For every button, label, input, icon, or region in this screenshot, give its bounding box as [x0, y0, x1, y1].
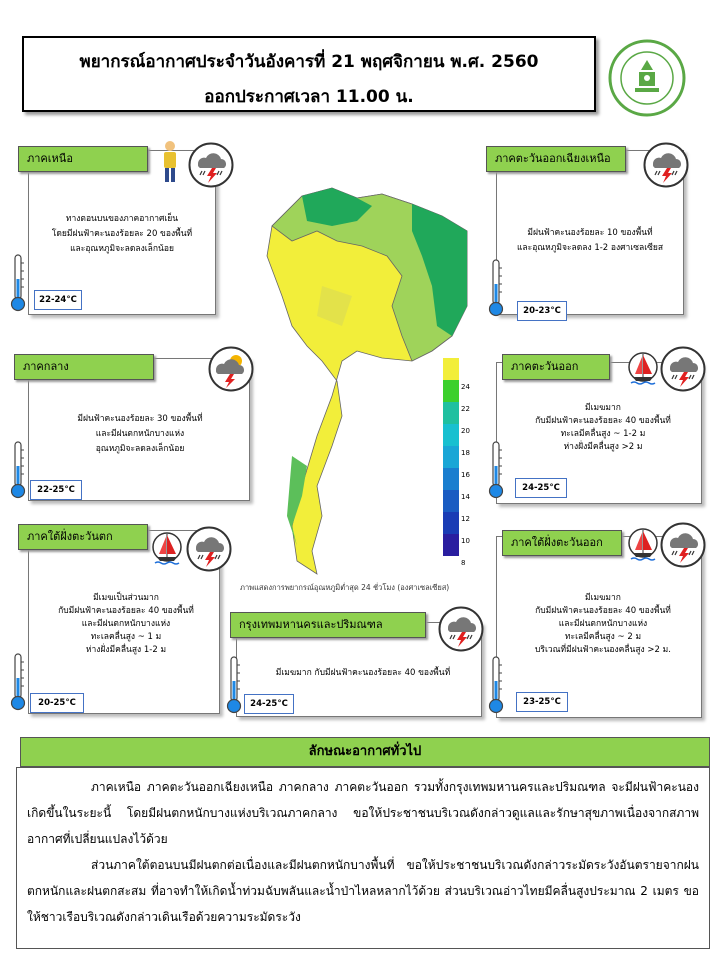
sun-thunderstorm-icon: [208, 346, 254, 392]
sailboat-icon: [628, 520, 658, 566]
forecast-line: มีเมฆเป็นส่วนมาก: [93, 593, 159, 603]
summary-paragraph-1: ภาคเหนือ ภาคตะวันออกเฉียงเหนือ ภาคกลาง ภาคตะวันออก รวมทั้งกรุงเทพมหานครและปริมณฑล จะมีฝนฟ้าคะนองเกิดขึ้นในระยะนี้ โดยมีฝนตกหนักบางแห่งบริเวณภาคกลาง ขอให้ประชาชนบริเวณดังกล่าวดูแลและรักษาสุขภาพเนื่องจากสภาพอากาศที่เปลี่ยนแปลงไว้ด้วย: [27, 780, 699, 846]
region-central-temp: 22-25°C: [30, 480, 82, 500]
thermometer-icon: [10, 652, 26, 712]
forecast-line: ทางตอนบนของภาคอากาศเย็น: [65, 214, 179, 224]
region-northeast-temp: 20-23°C: [517, 301, 567, 321]
forecast-line: ห่างฝั่งมีคลื่นสูง >2 ม: [563, 442, 643, 452]
sailboat-icon: [152, 524, 182, 570]
thermometer-icon: [488, 258, 504, 318]
forecast-line: ห่างฝั่งมีคลื่นสูง 1-2 ม: [85, 645, 167, 655]
sailboat-icon: [628, 344, 658, 390]
summary-box: [16, 767, 710, 949]
legend-tick: 10: [461, 537, 470, 545]
forecast-line: และมีฝนตกหนักบางแห่ง: [558, 619, 648, 629]
thunderstorm-icon: [643, 142, 689, 188]
legend-ticks: [461, 376, 470, 574]
region-south-west-header: ภาคใต้ฝั่งตะวันตก: [18, 524, 148, 550]
forecast-line: มีฝนฟ้าคะนองร้อยละ 30 ของพื้นที่: [77, 414, 203, 424]
forecast-line: มีเมฆมาก: [585, 403, 621, 413]
forecast-line: และอุณหภูมิจะลดลง 1-2 องศาเซลเซียส: [516, 243, 664, 253]
meteorological-department-seal-icon: [607, 38, 687, 118]
forecast-line: อุณหภูมิจะลดลงเล็กน้อย: [95, 444, 185, 454]
legend-tick: 14: [461, 493, 470, 501]
legend-tick: 16: [461, 471, 470, 479]
region-bangkok-text: [248, 666, 478, 681]
summary-title: ลักษณะอากาศทั่วไป: [20, 737, 710, 767]
title-box: [22, 36, 596, 112]
forecast-line: บริเวณที่มีฝนฟ้าคะนองคลื่นสูง >2 ม.: [535, 645, 671, 655]
map-caption: ภาพแสดงการพยากรณ์อุณหภูมิต่ำสุด 24 ชั่วโมง (องศาเซลเซียส): [240, 583, 450, 592]
thermometer-icon: [488, 655, 504, 715]
thermometer-icon: [10, 440, 26, 500]
region-bangkok-temp: 24-25°C: [244, 694, 294, 714]
region-south-east-header: ภาคใต้ฝั่งตะวันออก: [502, 530, 622, 556]
region-south-west-text: [34, 592, 218, 657]
thunderstorm-icon: [188, 142, 234, 188]
forecast-line: และอุณหภูมิจะลดลงเล็กน้อย: [70, 244, 174, 254]
thunderstorm-icon: [660, 346, 706, 392]
region-central-text: [40, 412, 240, 457]
forecast-line: กับมีฝนฟ้าคะนองร้อยละ 40 ของพื้นที่: [535, 606, 671, 616]
forecast-line: มีฝนฟ้าคะนองร้อยละ 10 ของพื้นที่: [527, 228, 653, 238]
region-northeast-header: ภาคตะวันออกเฉียงเหนือ: [486, 146, 626, 172]
forecast-line: ทะเลมีคลื่นสูง ~ 1-2 ม: [560, 429, 646, 439]
thunderstorm-icon: [438, 606, 484, 652]
thermometer-icon: [488, 440, 504, 500]
legend-tick: 24: [461, 383, 470, 391]
person-cold-icon: [160, 140, 180, 186]
region-north-text: [36, 212, 208, 257]
region-north-header: ภาคเหนือ: [18, 146, 148, 172]
region-south-east-text: [508, 592, 698, 657]
thunderstorm-icon: [186, 526, 232, 572]
forecast-line: มีเมฆมาก กับมีฝนฟ้าคะนองร้อยละ 40 ของพื้นที่: [275, 668, 451, 678]
legend-tick: 22: [461, 405, 470, 413]
summary-paragraph-2: ส่วนภาคใต้ตอนบนมีฝนตกต่อเนื่องและมีฝนตกหนักบางพื้นที่ ขอให้ประชาชนบริเวณดังกล่าวระมัดระวังอันตรายจากฝนตกหนักและฝนตกสะสม ที่อาจทำให้เกิดน้ำท่วมฉับพลันและน้ำป่าไหลหลากไว้ด้วย ส่วนบริเวณอ่าวไทยมีคลื่นสูงประมาณ 2 เมตร ขอให้ชาวเรือบริเวณดังกล่าวเดินเรือด้วยความระมัดระวัง: [27, 858, 699, 924]
region-northeast-text: [500, 226, 680, 256]
region-south-east-temp: 23-25°C: [516, 692, 568, 712]
thermometer-icon: [10, 253, 26, 313]
thermometer-icon: [226, 655, 242, 715]
forecast-line: มีเมฆมาก: [585, 593, 621, 603]
forecast-title: พยากรณ์อากาศประจำวันอังคารที่ 21 พฤศจิกายน พ.ศ. 2560: [79, 52, 539, 72]
temperature-map: [262, 186, 472, 576]
legend-colorbar: [443, 358, 459, 556]
thunderstorm-icon: [660, 522, 706, 568]
forecast-line: และมีฝนตกหนักบางแห่ง: [95, 429, 185, 439]
legend-tick: 18: [461, 449, 470, 457]
legend-tick: 12: [461, 515, 470, 523]
region-south-west-temp: 20-25°C: [30, 693, 84, 713]
region-east-header: ภาคตะวันออก: [502, 354, 610, 380]
legend-tick: 20: [461, 427, 470, 435]
region-central-header: ภาคกลาง: [14, 354, 154, 380]
legend-tick: 8: [461, 559, 466, 567]
region-east-temp: 24-25°C: [515, 478, 567, 498]
forecast-line: ทะเลมีคลื่นสูง ~ 2 ม: [564, 632, 642, 642]
forecast-line: โดยมีฝนฟ้าคะนองร้อยละ 20 ของพื้นที่: [51, 229, 193, 239]
forecast-line: กับมีฝนฟ้าคะนองร้อยละ 40 ของพื้นที่: [58, 606, 194, 616]
forecast-line: และมีฝนตกหนักบางแห่ง: [81, 619, 171, 629]
forecast-line: ทะเลคลื่นสูง ~ 1 ม: [90, 632, 162, 642]
issue-time: ออกประกาศเวลา 11.00 น.: [204, 87, 414, 107]
forecast-line: กับมีฝนฟ้าคะนองร้อยละ 40 ของพื้นที่: [535, 416, 671, 426]
region-north-temp: 22-24°C: [34, 290, 82, 310]
region-bangkok-header: กรุงเทพมหานครและปริมณฑล: [230, 612, 426, 638]
region-east-text: [508, 402, 698, 454]
